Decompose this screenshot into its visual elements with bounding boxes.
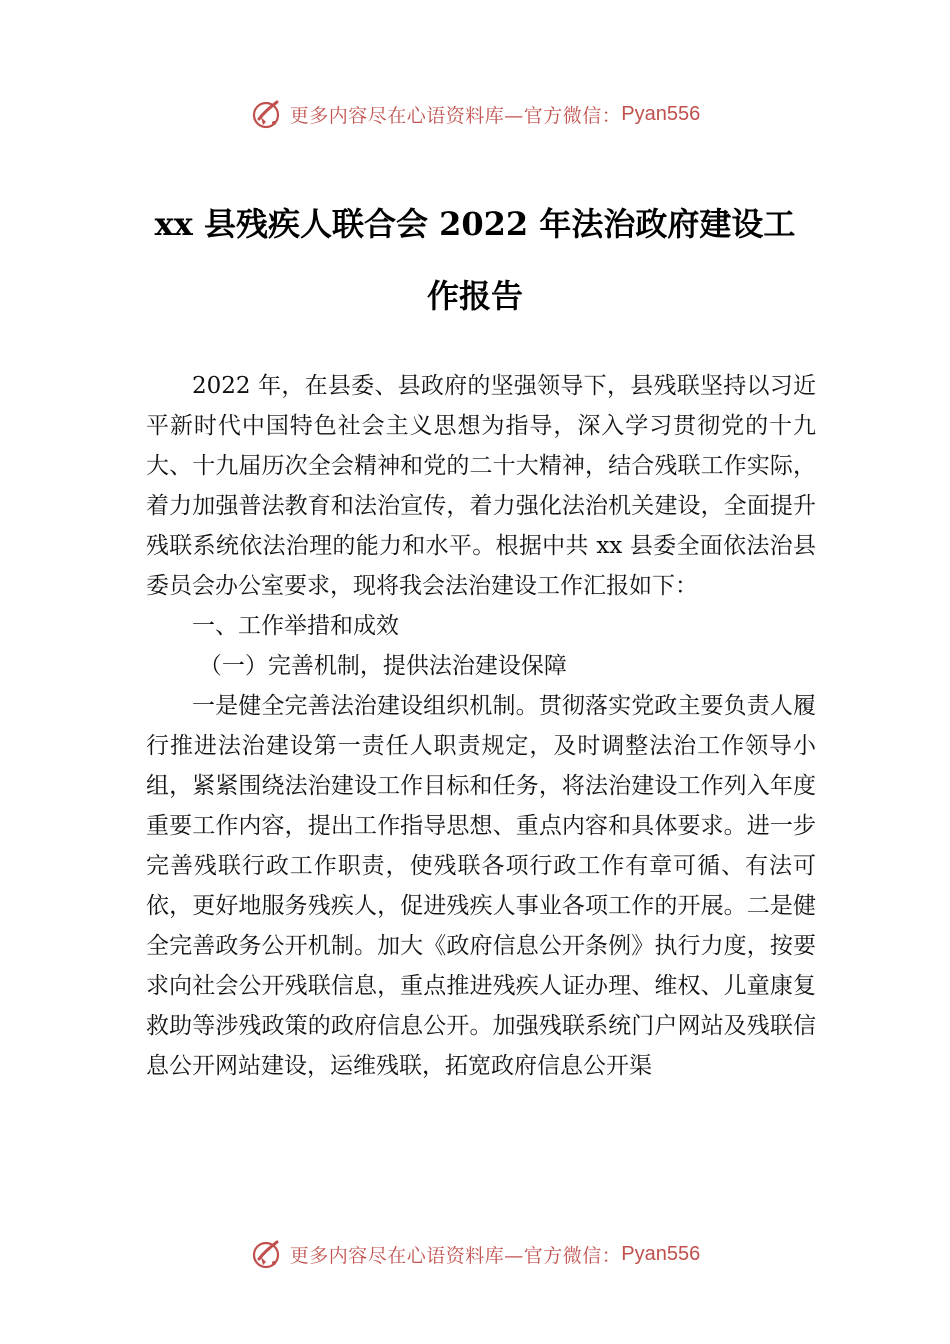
document-body	[146, 366, 816, 1086]
footer-watermark-banner	[0, 1232, 950, 1276]
brush-logo-icon	[250, 97, 284, 131]
intro-paragraph: 2022 年，在县委、县政府的坚强领导下，县残联坚持以习近平新时代中国特色社会主义思想为指导，深入学习贯彻党的十九大、十九届历次全会精神和党的二十大精神，结合残联工作实际，着力加强普法教育和法治宣传，着力强化法治机关建设，全面提升残联系统依法治理的能力和水平。根据中共 xx 县委全面依法治县委员会办公室要求，现将我会法治建设工作汇报如下：	[146, 373, 816, 599]
header-watermark-banner	[0, 92, 950, 136]
header-banner-text: 更多内容尽在心语资料库—官方微信：	[289, 104, 622, 127]
footer-banner-text: 更多内容尽在心语资料库—官方微信：	[289, 1244, 622, 1267]
brush-logo-icon	[250, 1237, 284, 1271]
body-paragraph-1: 一是健全完善法治建设组织机制。贯彻落实党政主要负责人履行推进法治建设第一责任人职责规定，及时调整法治工作领导小组，紧紧围绕法治建设工作目标和任务，将法治建设工作列入年度重要工作内容，提出工作指导思想、重点内容和具体要求。进一步完善残联行政工作职责，使残联各项行政工作有章可循、有法可依，更好地服务残疾人，促进残疾人事业各项工作的开展。二是健全完善政务公开机制。加大《政府信息公开条例》执行力度，按要求向社会公开残联信息，重点推进残疾人证办理、维权、儿童康复救助等涉残政策的政府信息公开。加强残联系统门户网站及残联信息公开网站建设，运维残联，拓宽政府信息公开渠	[146, 693, 816, 1079]
footer-wechat-id: Pyan556	[621, 1242, 701, 1265]
subsection-heading-1: （一）完善机制，提供法治建设保障	[198, 653, 567, 679]
document-title: xx 县残疾人联合会 2022 年法治政府建设工作报告	[154, 205, 796, 315]
section-heading-1: 一、工作举措和成效	[192, 613, 399, 639]
header-wechat-id: Pyan556	[621, 102, 701, 125]
